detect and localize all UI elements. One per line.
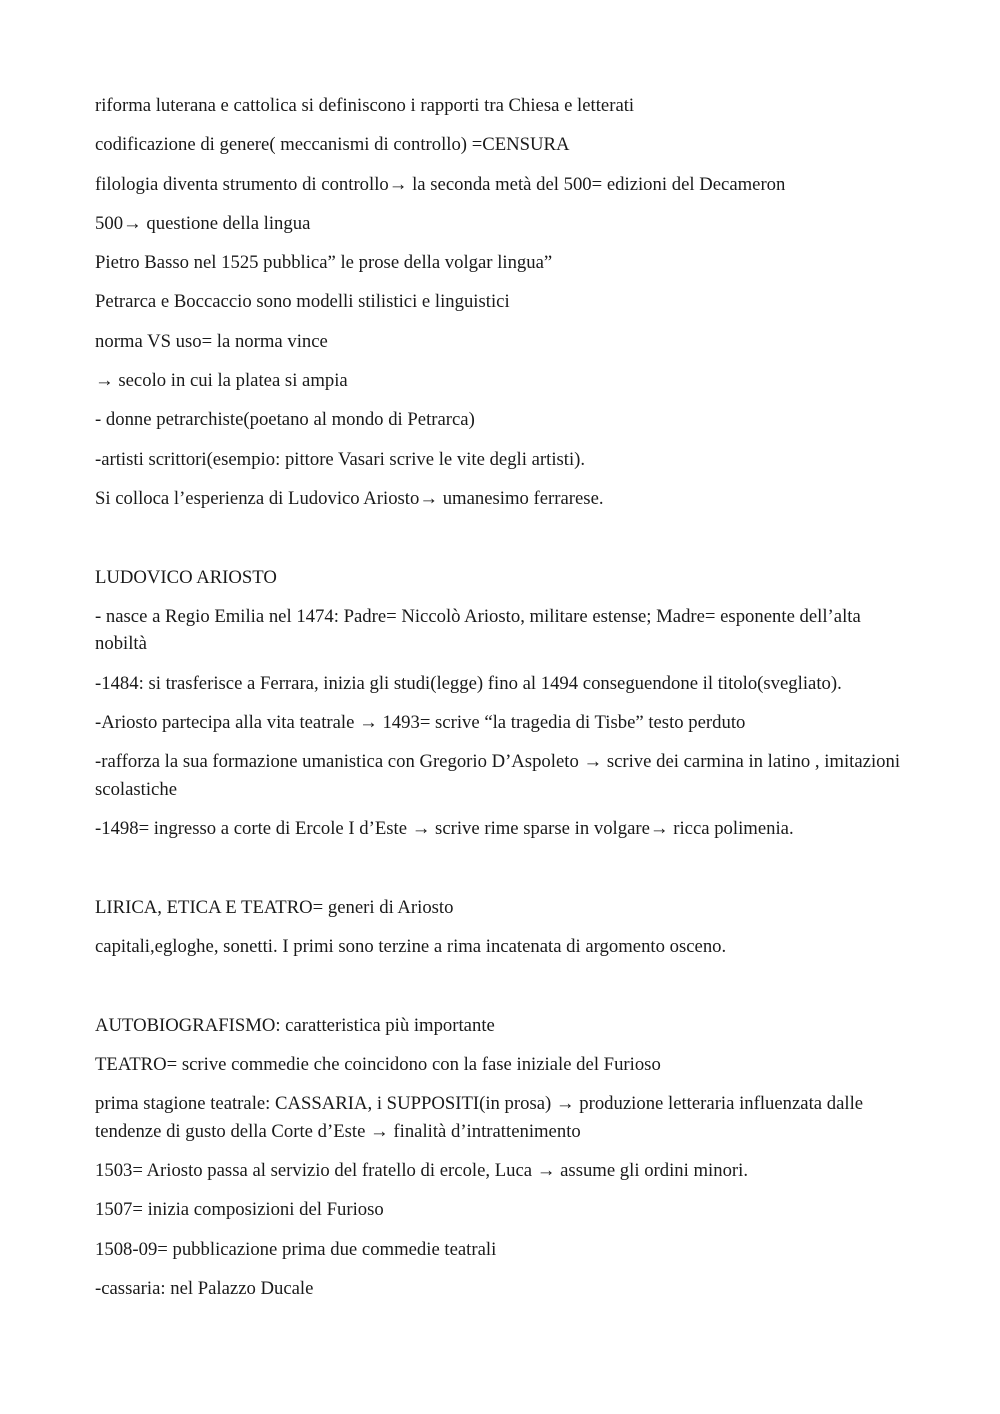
text-line-2: codificazione di genere( meccanismi di controllo) =CENSURA bbox=[95, 134, 570, 156]
text-line-6: Petrarca e Boccaccio sono modelli stilistici e linguistici bbox=[95, 291, 510, 313]
text-line-1: riforma luterana e cattolica si definiscono i rapporti tra Chiesa e letterati bbox=[95, 95, 635, 116]
text-line-21: capitali,egloghe, sonetti. I primi sono terzine a rima incatenata di argomento osceno. bbox=[95, 935, 727, 957]
text-line-28: 1508-09= pubblicazione prima due commedie teatrali bbox=[95, 1238, 497, 1260]
blank-line bbox=[95, 854, 915, 882]
section-heading-lirica: LIRICA, ETICA E TEATRO= generi di Ariosto bbox=[95, 896, 454, 918]
text-line-24: TEATRO= scrive commedie che coincidono con la fase iniziale del Furioso bbox=[95, 1053, 661, 1075]
text-line-17: -rafforza la sua formazione umanistica con Gregorio D’Aspoleto → scrive dei carmina in latino , imitazioni scolastiche bbox=[95, 751, 901, 800]
text-line-26: 1503= Ariosto passa al servizio del fratello di ercole, Luca → assume gli ordini minori. bbox=[95, 1159, 749, 1181]
text-line-14: - nasce a Regio Emilia nel 1474: Padre= Niccolò Ariosto, militare estense; Madre= esponente dell’alta nobiltà bbox=[95, 605, 861, 655]
text-line-5: Pietro Basso nel 1525 pubblica” le prose della volgar lingua” bbox=[95, 252, 553, 274]
text-line-10: -artisti scrittori(esempio: pittore Vasari scrive le vite degli artisti). bbox=[95, 448, 586, 470]
blank-line bbox=[95, 524, 915, 552]
text-line-9: - donne petrarchiste(poetano al mondo di Petrarca) bbox=[95, 409, 475, 431]
section-heading-autobiografismo: AUTOBIOGRAFISMO: caratteristica più importante bbox=[95, 1014, 495, 1036]
text-line-11: Si colloca l’esperienza di Ludovico Ariosto→ umanesimo ferrarese. bbox=[95, 487, 604, 509]
document-body bbox=[95, 92, 915, 1314]
text-line-8: → secolo in cui la platea si ampia bbox=[95, 370, 348, 392]
text-line-29: -cassaria: nel Palazzo Ducale bbox=[95, 1277, 314, 1299]
text-line-3: filologia diventa strumento di controllo→ la seconda metà del 500= edizioni del Decameron bbox=[95, 173, 786, 195]
text-line-27: 1507= inizia composizioni del Furioso bbox=[95, 1199, 384, 1221]
blank-line bbox=[95, 972, 915, 1000]
text-line-16: -Ariosto partecipa alla vita teatrale → 1493= scrive “la tragedia di Tisbe” testo perduto bbox=[95, 711, 746, 733]
text-line-15: -1484: si trasferisce a Ferrara, inizia gli studi(legge) fino al 1494 conseguendone il titolo(svegliato). bbox=[95, 672, 842, 694]
text-line-7: norma VS uso= la norma vince bbox=[95, 330, 328, 352]
section-heading-ludovico-ariosto: LUDOVICO ARIOSTO bbox=[95, 566, 277, 588]
text-line-18: -1498= ingresso a corte di Ercole I d’Este → scrive rime sparse in volgare→ ricca polimenia. bbox=[95, 818, 794, 840]
text-line-25: prima stagione teatrale: CASSARIA, i SUPPOSITI(in prosa) → produzione letteraria influenzata dalle tendenze di gusto della Corte d’Este → finalità d’intrattenimento bbox=[95, 1093, 864, 1142]
text-line-4: 500→ questione della lingua bbox=[95, 212, 311, 234]
